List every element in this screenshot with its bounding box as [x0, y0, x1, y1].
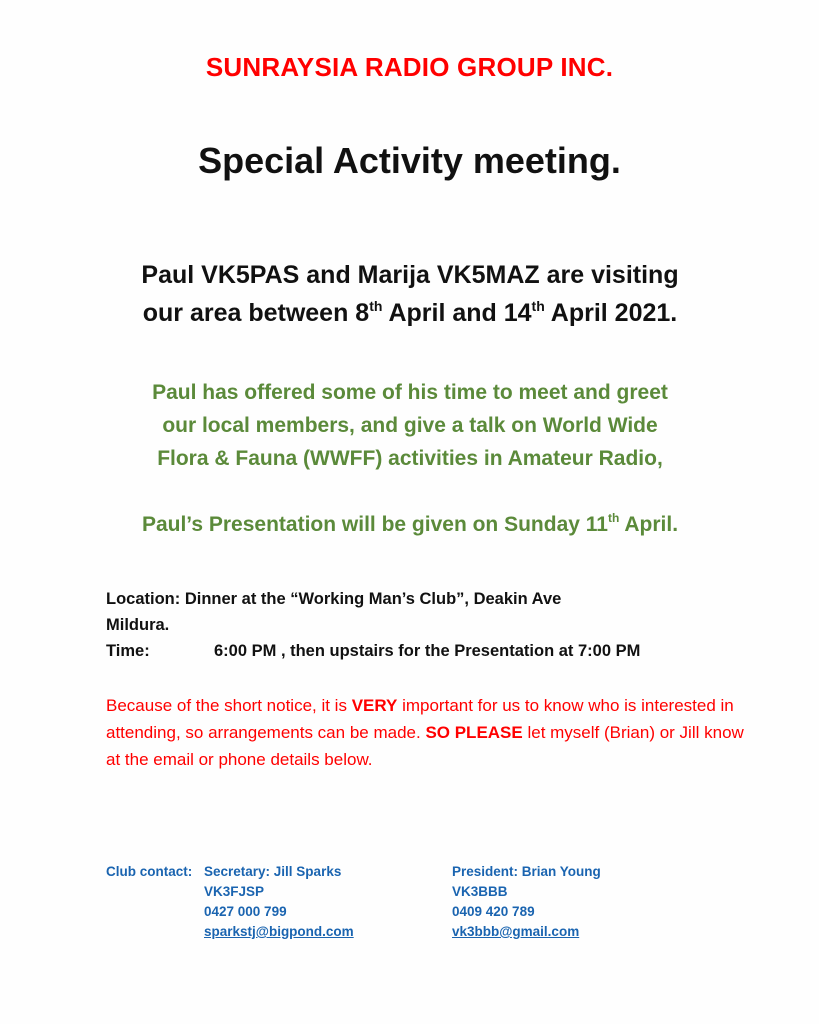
club-contact-label: Club contact: — [106, 864, 193, 879]
presentation-date — [60, 510, 760, 540]
visit-line-2 — [60, 294, 760, 332]
time-value: 6:00 PM , then upstairs for the Presentation at 7:00 PM — [214, 642, 641, 660]
visit-line-1: Paul VK5PAS and Marija VK5MAZ are visiting — [141, 261, 679, 289]
notice-text-3: let myself (Brian) or Jill know at the email or phone details below. — [106, 723, 744, 769]
org-title-period: . — [605, 52, 614, 82]
rsvp-notice — [106, 692, 746, 773]
visit-announcement — [60, 256, 760, 332]
presentation-text-end: April. — [619, 513, 679, 536]
offer-line-1: Paul has offered some of his time to meet and greet — [152, 381, 668, 404]
president-contact — [452, 862, 601, 942]
location-city: Mildura. — [106, 616, 170, 634]
notice-emphasis-very: VERY — [351, 696, 398, 715]
president-phone: 0409 420 789 — [452, 904, 535, 919]
page-title: Special Activity meeting. — [198, 140, 621, 181]
president-callsign: VK3BBB — [452, 884, 508, 899]
president-name: President: Brian Young — [452, 864, 601, 879]
visit-dates-end: April 2021. — [544, 299, 678, 327]
location-line: Location: Dinner at the “Working Man’s Club”, Deakin Ave — [106, 590, 562, 608]
ordinal-suffix: th — [607, 511, 620, 525]
org-title — [0, 52, 819, 83]
org-name: SUNRAYSIA RADIO GROUP INC — [205, 52, 606, 82]
ordinal-suffix: th — [369, 298, 383, 314]
president-email-link[interactable]: vk3bbb@gmail.com — [452, 924, 580, 939]
notice-text-2: important for us to know who is interested in attending, so arrangements can be made. — [106, 696, 734, 742]
offer-paragraph — [60, 376, 760, 475]
time-label: Time: — [106, 642, 150, 660]
secretary-name: Secretary: Jill Sparks — [204, 864, 342, 879]
notice-text-1: Because of the short notice, it is — [106, 696, 352, 715]
time-line — [106, 638, 746, 664]
event-details — [106, 586, 746, 664]
ordinal-suffix: th — [531, 298, 545, 314]
secretary-callsign: VK3FJSP — [204, 884, 265, 899]
secretary-contact — [204, 862, 354, 942]
secretary-email-link[interactable]: sparkstj@bigpond.com — [204, 924, 354, 939]
secretary-phone: 0427 000 799 — [204, 904, 287, 919]
offer-line-3: Flora & Fauna (WWFF) activities in Amateur Radio, — [157, 447, 663, 470]
offer-line-2: our local members, and give a talk on World Wide — [162, 414, 658, 437]
visit-dates-middle: April and 14 — [382, 299, 532, 327]
notice-emphasis-please: SO PLEASE — [425, 723, 523, 742]
visit-dates-start: our area between 8 — [142, 299, 370, 327]
presentation-text: Paul’s Presentation will be given on Sunday 11 — [141, 513, 608, 536]
